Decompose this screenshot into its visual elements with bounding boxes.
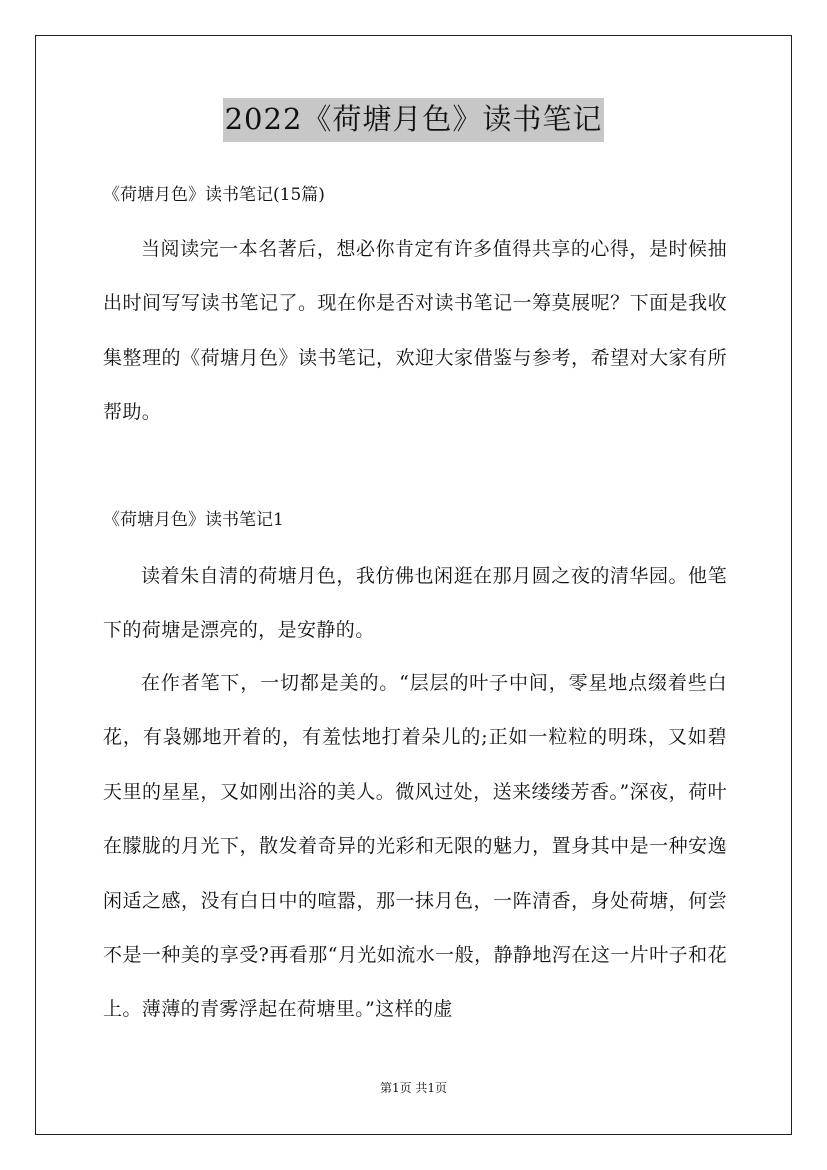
section-heading: 《荷塘月色》读书笔记1: [103, 510, 284, 530]
document-subtitle: 《荷塘月色》读书笔记(15篇): [103, 185, 325, 205]
title-container: [0, 98, 827, 142]
page-footer: 第1页 共1页: [379, 1081, 448, 1095]
body-paragraph-1: 读着朱自清的荷塘月色，我仿佛也闲逛在那月圆之夜的清华园。他笔下的荷塘是漂亮的，是安静的。: [103, 565, 727, 642]
document-title: 2022《荷塘月色》读书笔记: [223, 98, 605, 142]
body-paragraph-2: 在作者笔下，一切都是美的。“层层的叶子中间，零星地点缀着些白花，有袅娜地开着的，有羞怯地打着朵儿的;正如一粒粒的明珠，又如碧天里的星星，又如刚出浴的美人。微风过处，送来缕缕芳香。”深夜，荷叶在朦胧的月光下，散发着奇异的光彩和无限的魅力，置身其中是一种安逸闲适之感，没有白日中的喧嚣，那一抹月色，一阵清香，身处荷塘，何尝不是一种美的享受?再看那“月光如流水一般，静静地泻在这一片叶子和花上。薄薄的青雾浮起在荷塘里。”这样的虚: [103, 672, 727, 1021]
intro-paragraph: 当阅读完一本名著后，想必你肯定有许多值得共享的心得，是时候抽出时间写写读书笔记了。现在你是否对读书笔记一筹莫展呢？下面是我收集整理的《荷塘月色》读书笔记，欢迎大家借鉴与参考，希望对大家有所帮助。: [103, 238, 727, 424]
